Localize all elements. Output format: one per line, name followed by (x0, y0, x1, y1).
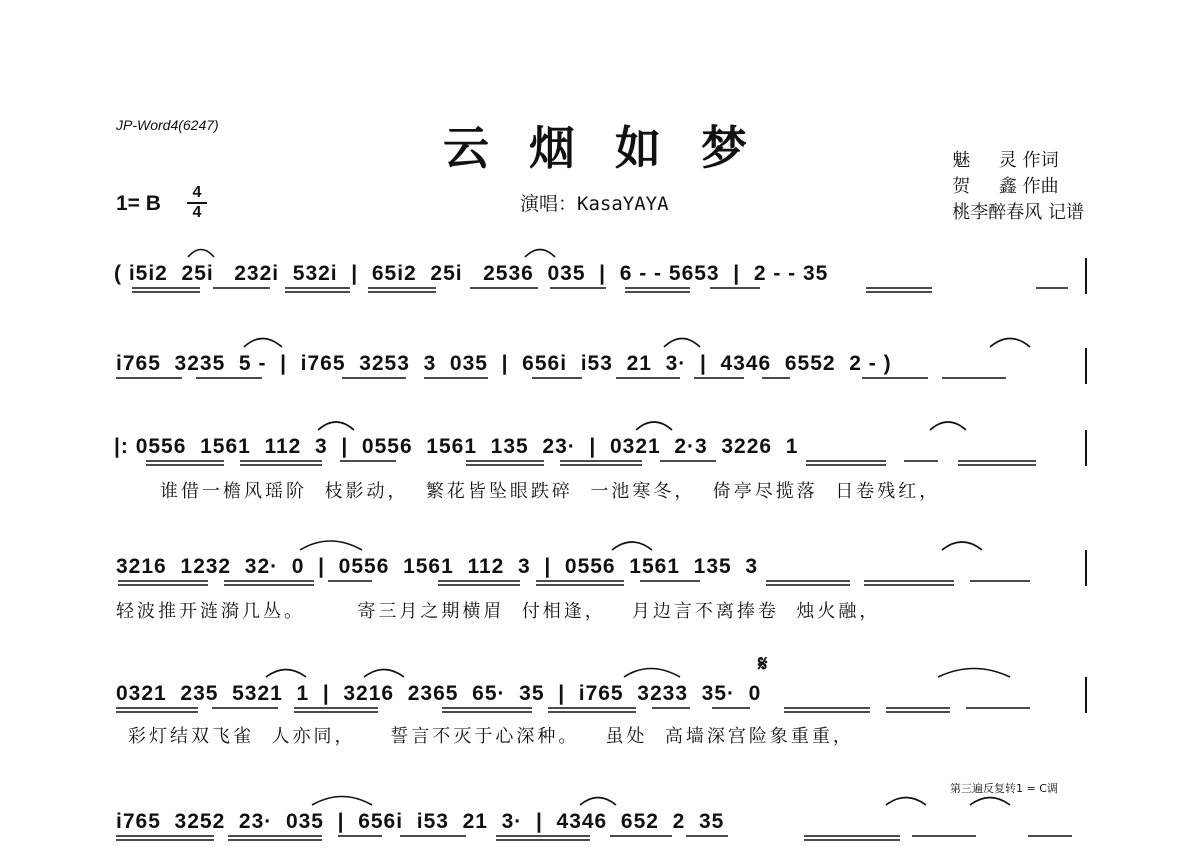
transcriber-credit: 桃李醉春风 记谱 (952, 202, 1084, 223)
software-label: JP-Word4(6247) (116, 117, 219, 133)
time-signature-bottom: 4 (192, 204, 202, 221)
score-row-5-lyrics: 彩灯结双飞雀 人亦同， 誓言不灭于心深种。 虽处 高墙深宫险象重重， (128, 726, 854, 747)
score-row-5-notes: 0321 235 5321 1 | 3216 2365 65· 35 | i765 3233 35· 0 (116, 682, 776, 705)
score-row-6-notes: i765 3252 23· 035 | 656i i53 21 3· | 4346 652 2 35 (116, 810, 738, 833)
score-row-1-notes: ( i5i2 25i 232i 532i | 65i2 25i 2536 035 | 6 - - 5653 | 2 - - 35 (114, 262, 843, 285)
score-row-2-notes: i765 3235 5 - | i765 3253 3 035 | 656i i53 21 3· | 4346 6552 2 - ) (116, 352, 892, 375)
score-row-3-lyrics: 谁借一檐风瑶阶 枝影动， 繁花皆坠眼跌碎 一池寒冬， 倚亭尽揽落 日卷残红， (160, 481, 941, 502)
singer-credit: 演唱：KasaYAYA (520, 193, 669, 215)
score-row-4-lyrics: 轻波推开涟漪几丛。 寄三月之期横眉 付相逢， 月边言不离捧卷 烛火融， (116, 601, 881, 622)
modulation-note: 第三遍反复转1 = C调 (950, 782, 1058, 795)
score-row-4-notes: 3216 1232 32· 0 | 0556 1561 112 3 | 0556 1561 135 3 (116, 555, 772, 578)
score-row-3-notes: |: 0556 1561 112 3 | 0556 1561 135 23· | 0321 2·3 3226 1 (114, 435, 813, 458)
key-signature: 1= B (116, 192, 161, 215)
song-title: 云烟如梦 (443, 121, 787, 175)
segno-sign: 𝄋 (758, 652, 768, 677)
composer-credit: 贺 鑫 作曲 (952, 176, 1059, 197)
lyricist-credit: 魅 灵 作词 (952, 150, 1059, 171)
time-signature-top: 4 (192, 184, 202, 201)
